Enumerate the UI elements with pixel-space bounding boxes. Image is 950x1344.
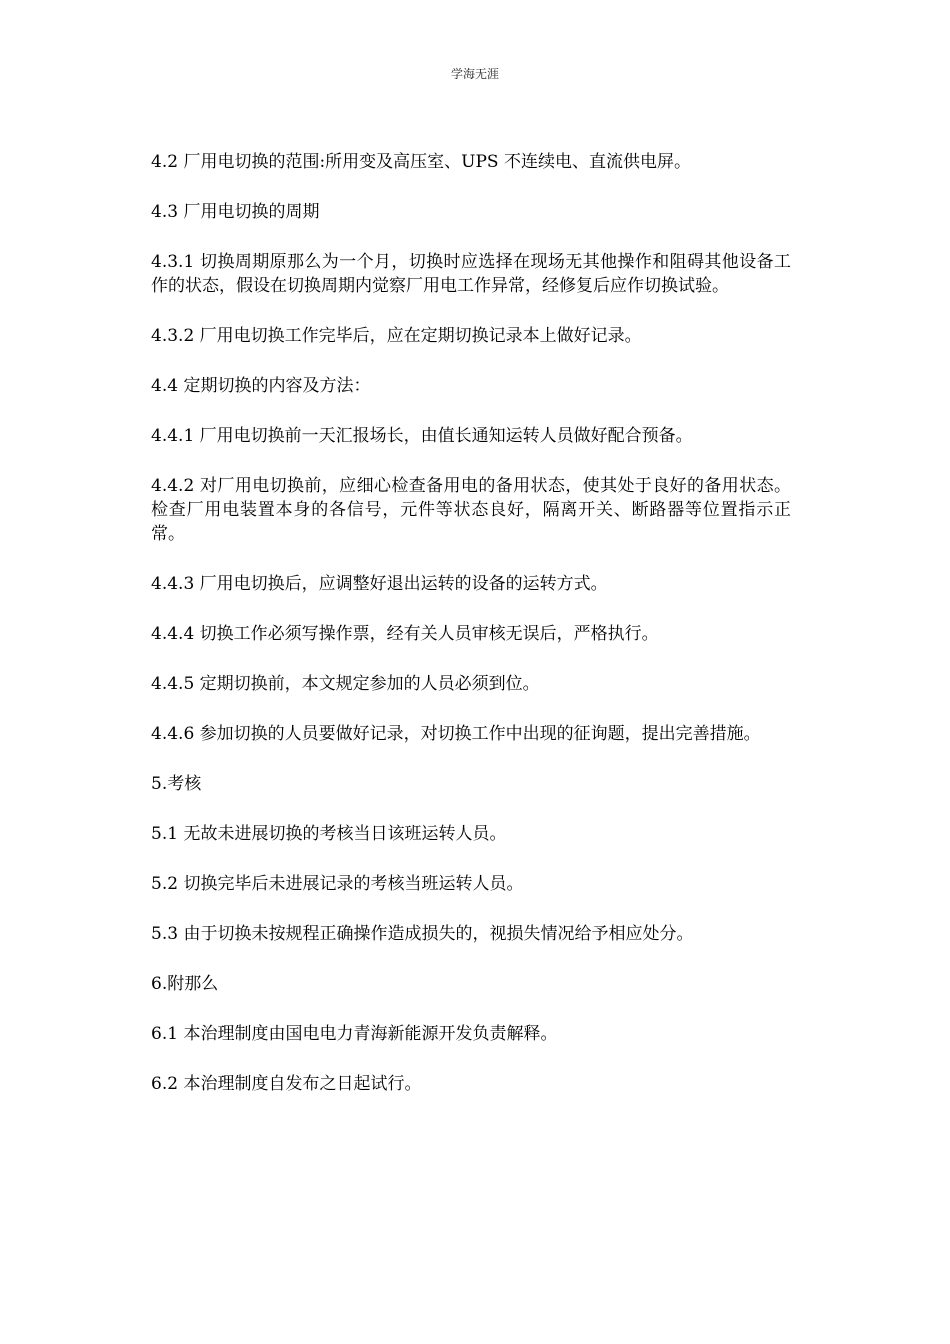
- paragraph-4-4-3: 4.4.3 厂用电切换后，应调整好退出运转的设备的运转方式。: [151, 574, 608, 594]
- paragraph-4-4-5: 4.4.5 定期切换前，本文规定参加的人员必须到位。: [151, 674, 540, 694]
- paragraph-4-4-6: 4.4.6 参加切换的人员要做好记录，对切换工作中出现的征询题，提出完善措施。: [151, 724, 761, 744]
- paragraph-4-3-1: 4.3.1 切换周期原那么为一个月，切换时应选择在现场无其他操作和阻碍其他设备工作的状态，假设在切换周期内觉察厂用电工作异常，经修复后应作切换试验。: [151, 252, 791, 296]
- paragraph-4-4-2: 4.4.2 对厂用电切换前，应细心检查备用电的备用状态，使其处于良好的备用状态。检查厂用电装置本身的各信号，元件等状态良好，隔离开关、断路器等位置指示正常。: [151, 476, 791, 544]
- paragraph-6-1: 6.1 本治理制度由国电电力青海新能源开发负责解释。: [151, 1024, 558, 1044]
- paragraph-4-4-1: 4.4.1 厂用电切换前一天汇报场长，由值长通知运转人员做好配合预备。: [151, 426, 693, 446]
- heading-6: 6.附那么: [151, 974, 219, 994]
- paragraph-6-2: 6.2 本治理制度自发布之日起试行。: [151, 1074, 422, 1094]
- paragraph-4-4-4: 4.4.4 切换工作必须写操作票，经有关人员审核无误后，严格执行。: [151, 624, 659, 644]
- paragraph-5-3: 5.3 由于切换未按规程正确操作造成损失的，视损失情况给予相应处分。: [151, 924, 694, 944]
- heading-4-3: 4.3 厂用电切换的周期: [151, 202, 320, 222]
- heading-5: 5.考核: [151, 774, 202, 794]
- page-header: 学海无涯: [450, 67, 499, 81]
- paragraph-5-1: 5.1 无故未进展切换的考核当日该班运转人员。: [151, 824, 507, 844]
- paragraph-4-3-2: 4.3.2 厂用电切换工作完毕后，应在定期切换记录本上做好记录。: [151, 326, 642, 346]
- paragraph-5-2: 5.2 切换完毕后未进展记录的考核当班运转人员。: [151, 874, 524, 894]
- document-body: [151, 150, 791, 1122]
- heading-4-4: 4.4 定期切换的内容及方法：: [151, 376, 371, 396]
- paragraph-4-2: 4.2 厂用电切换的范围:所用变及高压室、UPS 不连续电、直流供电屏。: [151, 152, 691, 172]
